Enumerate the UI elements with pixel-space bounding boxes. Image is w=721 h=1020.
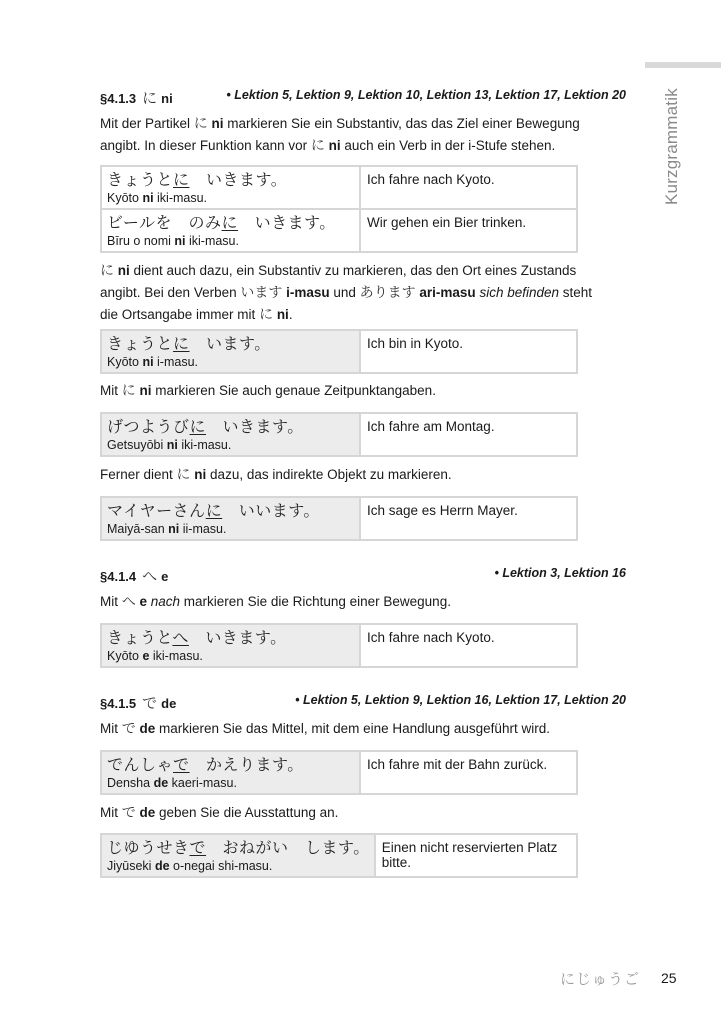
example-row [101, 166, 577, 209]
example-table [100, 412, 578, 457]
example-table [100, 750, 578, 795]
example-row [101, 330, 577, 373]
example-table [100, 623, 578, 668]
example-romaji: Getsuyōbi ni iki-masu. [107, 438, 232, 452]
example-romaji: Kyōto ni iki-masu. [107, 191, 208, 205]
particle-romaji: de [161, 696, 177, 711]
example-translation: Ich fahre am Montag. [360, 413, 577, 456]
example-table [100, 496, 578, 541]
example-kana: きょうとへ いきます。 [107, 628, 287, 647]
example-translation: Ich fahre nach Kyoto. [360, 166, 577, 209]
particle-romaji: ni [161, 91, 173, 106]
paragraph: Mit で de geben Sie die Ausstattung an. [100, 805, 339, 821]
example-row [101, 624, 577, 667]
paragraph: に ni dient auch dazu, ein Substantiv zu markieren, das den Ort eines Zustands angibt. Bei den Verben います i-masu und あります ari-masu sich befinden steht die Ortsangabe immer mit に ni. [100, 263, 593, 323]
example-kana: でんしゃで かえります。 [107, 755, 304, 774]
example-kana: きょうとに います。 [107, 334, 271, 353]
paragraph: Mit に ni markieren Sie auch genaue Zeitpunktangaben. [100, 383, 436, 399]
example-romaji: Densha de kaeri-masu. [107, 776, 237, 790]
section-number: §4.1.3 [100, 91, 137, 106]
example-table [100, 165, 578, 253]
example-row [101, 751, 577, 794]
example-kana: きょうとに いきます。 [107, 170, 288, 189]
example-table [100, 833, 578, 878]
example-translation: Einen nicht reservierten Platz bitte. [375, 834, 577, 877]
example-kana: ビールを のみに いきます。 [107, 213, 336, 232]
paragraph: Mit へ e nach markieren Sie die Richtung einer Bewegung. [100, 594, 451, 610]
example-row [101, 497, 577, 540]
lesson-references: • Lektion 3, Lektion 16 [494, 566, 626, 580]
particle-jp: で [142, 694, 158, 712]
example-translation: Ich fahre nach Kyoto. [360, 624, 577, 667]
particle-jp: に [142, 89, 158, 107]
paragraph: Mit der Partikel に ni markieren Sie ein Substantiv, das das Ziel einer Bewegung angibt. In dieser Funktion kann vor に ni auch ein Verb in der i-Stufe stehen. [100, 116, 580, 154]
lesson-references: • Lektion 5, Lektion 9, Lektion 16, Lektion 17, Lektion 20 [295, 693, 626, 707]
section-heading-4-1-3 [100, 87, 173, 108]
example-romaji: Bīru o nomi ni iki-masu. [107, 234, 239, 248]
example-translation: Wir gehen ein Bier trinken. [360, 209, 577, 252]
lesson-references: • Lektion 5, Lektion 9, Lektion 10, Lektion 13, Lektion 17, Lektion 20 [226, 88, 626, 102]
chapter-tab-bar [645, 62, 721, 68]
paragraph: Mit で de markieren Sie das Mittel, mit dem eine Handlung ausgeführt wird. [100, 721, 550, 737]
example-row [101, 413, 577, 456]
example-romaji: Maiyā-san ni ii-masu. [107, 522, 227, 536]
example-row [101, 209, 577, 252]
particle-romaji: e [161, 569, 169, 584]
chapter-tab-label: Kurzgrammatik [662, 88, 681, 205]
example-translation: Ich bin in Kyoto. [360, 330, 577, 373]
paragraph: Ferner dient に ni dazu, das indirekte Objekt zu markieren. [100, 467, 452, 483]
example-kana: げつようびに いきます。 [107, 417, 304, 436]
section-heading-4-1-5 [100, 692, 176, 713]
section-number: §4.1.4 [100, 569, 137, 584]
example-romaji: Jiyūseki de o-negai shi-masu. [107, 859, 273, 873]
example-kana: マイヤーさんに いいます。 [107, 501, 320, 520]
section-heading-4-1-4 [100, 565, 168, 586]
page-number: 25 [661, 970, 677, 986]
example-row [101, 834, 577, 877]
page-number-japanese: にじゅうご [560, 970, 641, 988]
example-romaji: Kyōto ni i-masu. [107, 355, 198, 369]
section-number: §4.1.5 [100, 696, 137, 711]
particle-jp: へ [142, 567, 158, 585]
example-table [100, 329, 578, 374]
example-translation: Ich fahre mit der Bahn zurück. [360, 751, 577, 794]
example-romaji: Kyōto e iki-masu. [107, 649, 203, 663]
example-translation: Ich sage es Herrn Mayer. [360, 497, 577, 540]
example-kana: じゆうせきで おねがい します。 [107, 838, 370, 857]
